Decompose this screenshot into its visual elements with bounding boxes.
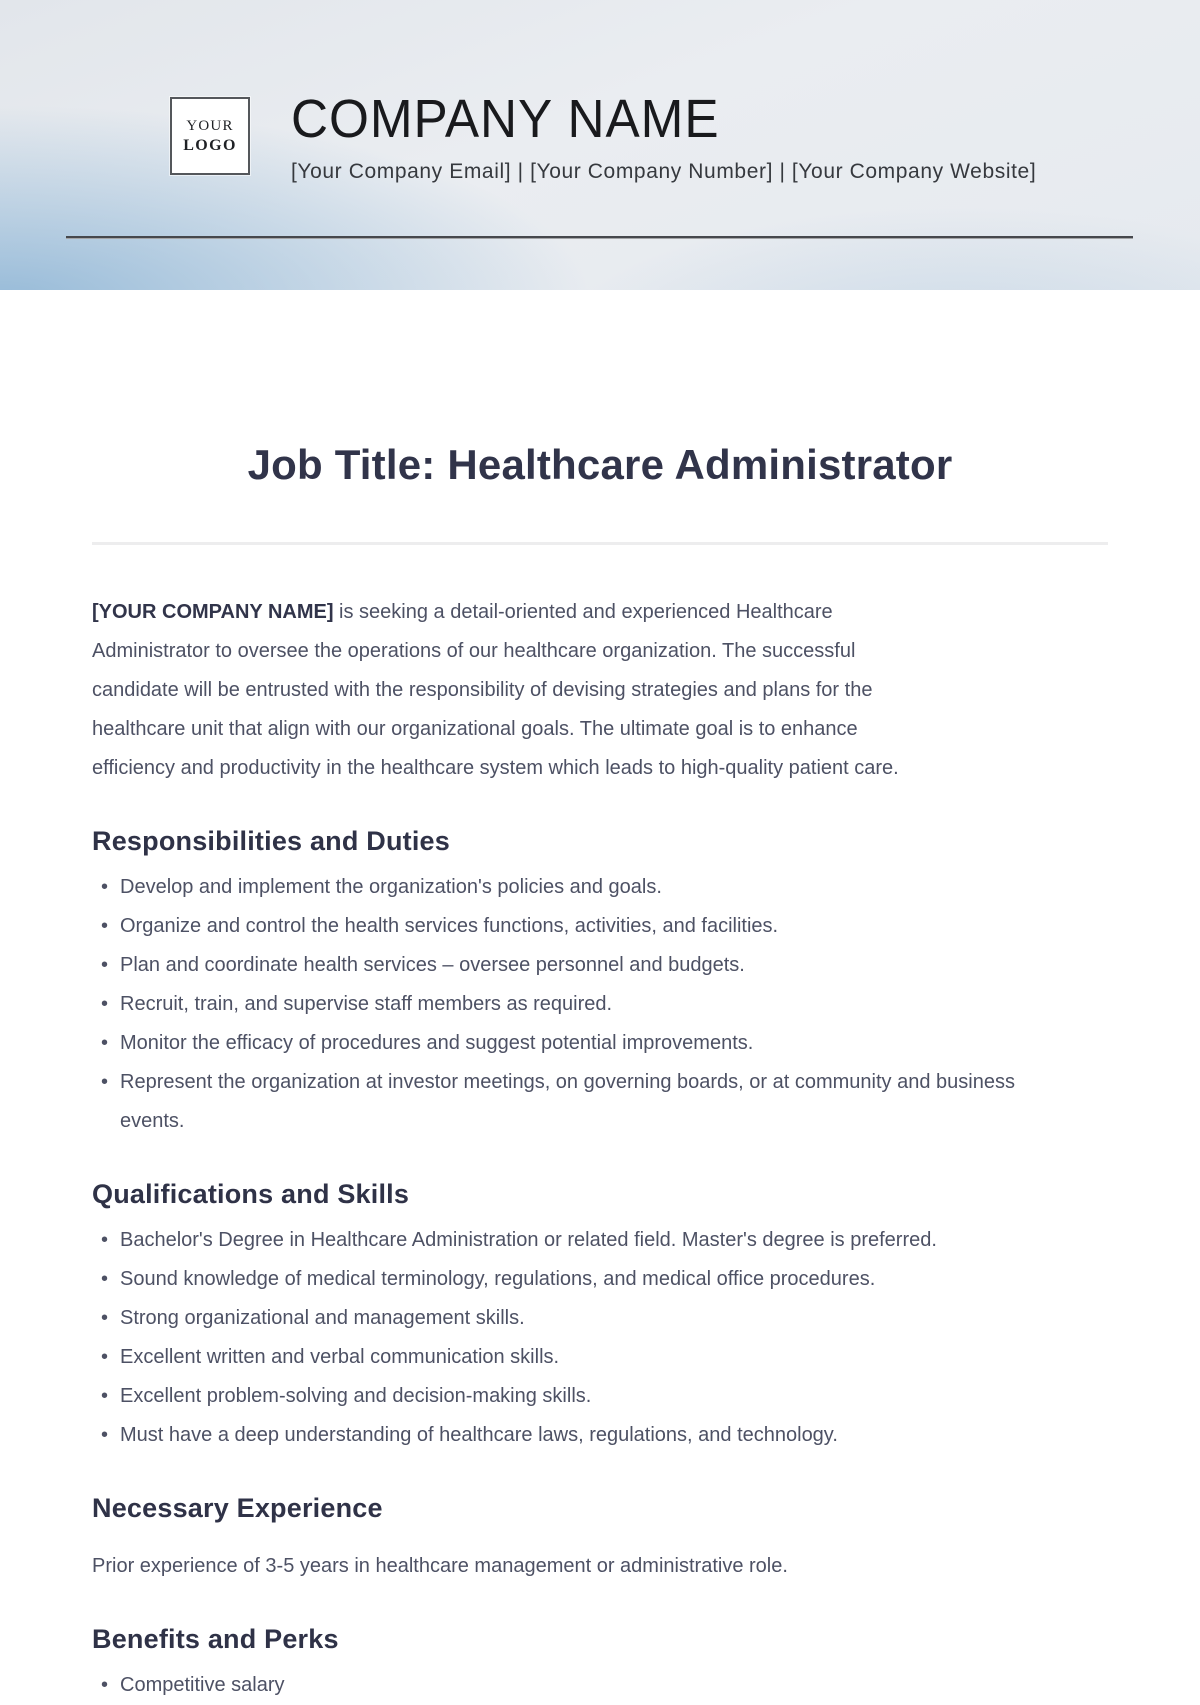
list-item: • Must have a deep understanding of healthcare laws, regulations, and technology. bbox=[92, 1416, 1037, 1455]
page-title: Job Title: Healthcare Administrator bbox=[247, 441, 953, 488]
list-item: • Develop and implement the organization's policies and goals. bbox=[92, 868, 1037, 907]
benefits-list bbox=[92, 1666, 1037, 1705]
section-heading-responsibilities: Responsibilities and Duties bbox=[92, 826, 450, 857]
logo-text-logo: LOGO bbox=[183, 136, 237, 154]
intro-line bbox=[92, 593, 1108, 632]
qualifications-list bbox=[92, 1221, 1037, 1455]
intro-paragraph bbox=[92, 593, 1108, 788]
intro-line-text: is seeking a detail-oriented and experienced Healthcare bbox=[333, 601, 833, 624]
experience-paragraph: Prior experience of 3-5 years in healthcare management or administrative role. bbox=[92, 1555, 788, 1578]
letterhead-inner bbox=[0, 0, 1200, 184]
intro-line: Administrator to oversee the operations of our healthcare organization. The successful bbox=[92, 640, 856, 663]
section-heading-experience: Necessary Experience bbox=[92, 1493, 383, 1524]
company-logo-placeholder bbox=[170, 97, 250, 175]
list-item: • Monitor the efficacy of procedures and suggest potential improvements. bbox=[92, 1024, 1037, 1063]
intro-line: efficiency and productivity in the healthcare system which leads to high-quality patient care. bbox=[92, 757, 899, 780]
intro-lead: [YOUR COMPANY NAME] bbox=[92, 601, 334, 624]
document-body bbox=[0, 290, 1200, 1705]
list-item: • Competitive salary bbox=[92, 1666, 1037, 1705]
list-item: • Plan and coordinate health services – oversee personnel and budgets. bbox=[92, 946, 1037, 985]
company-contact-line: [Your Company Email] | [Your Company Number] | [Your Company Website] bbox=[291, 160, 1037, 184]
company-name: COMPANY NAME bbox=[291, 89, 720, 149]
section-heading-qualifications: Qualifications and Skills bbox=[92, 1179, 410, 1210]
responsibilities-list bbox=[92, 868, 1037, 1141]
list-item: • Recruit, train, and supervise staff members as required. bbox=[92, 985, 1037, 1024]
list-item: • Bachelor's Degree in Healthcare Administration or related field. Master's degree is preferred. bbox=[92, 1221, 1037, 1260]
list-item: • Excellent problem-solving and decision-making skills. bbox=[92, 1377, 1037, 1416]
section-heading-benefits: Benefits and Perks bbox=[92, 1624, 339, 1655]
letterhead-header bbox=[0, 0, 1200, 290]
title-divider-line bbox=[92, 542, 1108, 545]
list-item: • Organize and control the health services functions, activities, and facilities. bbox=[92, 907, 1037, 946]
list-item: • Strong organizational and management skills. bbox=[92, 1299, 1037, 1338]
intro-line: healthcare unit that align with our organizational goals. The ultimate goal is to enhance bbox=[92, 718, 858, 741]
intro-line: candidate will be entrusted with the responsibility of devising strategies and plans for the bbox=[92, 679, 873, 702]
company-info-block bbox=[291, 91, 1036, 184]
logo-text-your: YOUR bbox=[186, 117, 234, 134]
list-item: • Excellent written and verbal communication skills. bbox=[92, 1338, 1037, 1377]
list-item: • Represent the organization at investor meetings, on governing boards, or at community and business events. bbox=[92, 1063, 1037, 1141]
header-divider-line bbox=[66, 236, 1133, 239]
list-item: • Sound knowledge of medical terminology, regulations, and medical office procedures. bbox=[92, 1260, 1037, 1299]
